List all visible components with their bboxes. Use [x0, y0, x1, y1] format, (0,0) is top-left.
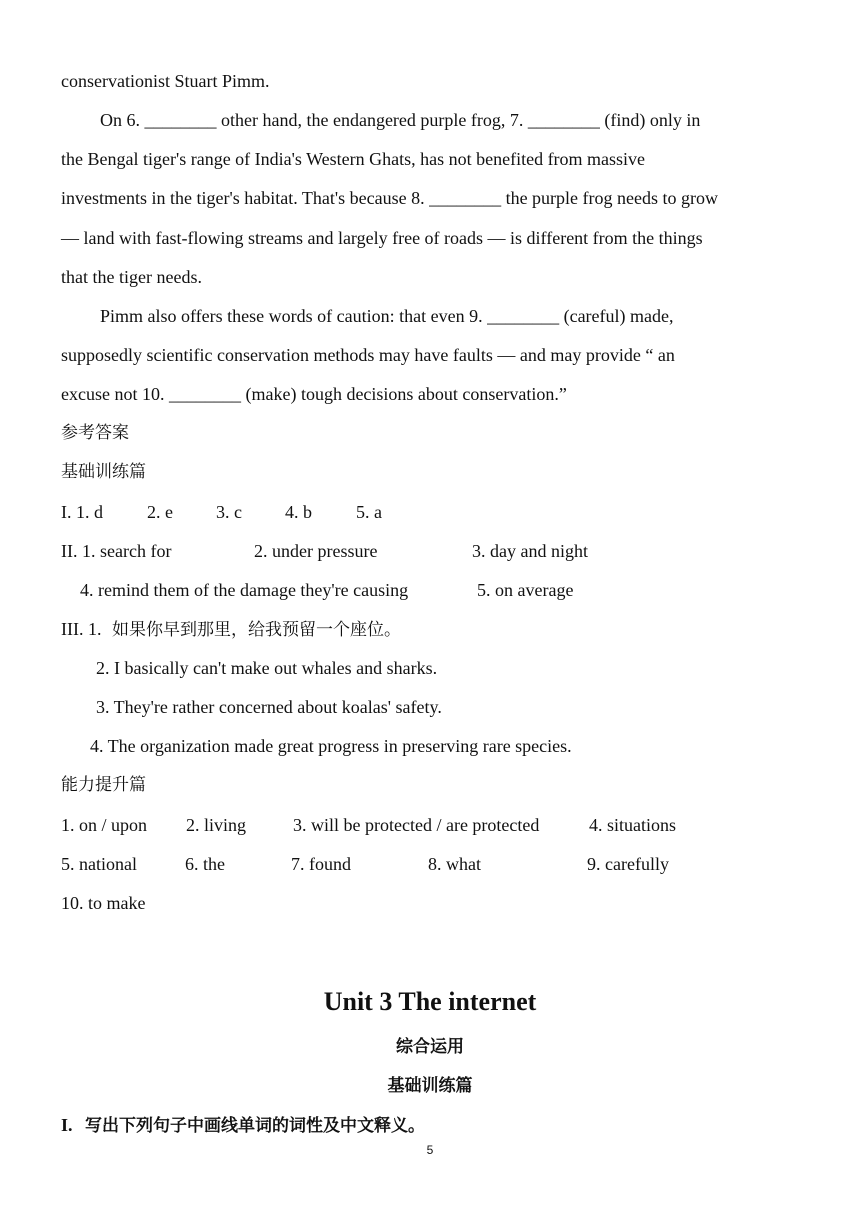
- section-subtitle: 基础训练篇: [387, 1076, 473, 1096]
- unit-subtitle: 综合运用: [396, 1037, 464, 1057]
- answer-item: 6. the: [185, 854, 225, 874]
- answer-row-advanced-2: [61, 852, 701, 876]
- advanced-section-heading: 能力提升篇: [61, 775, 146, 795]
- answers-heading: 参考答案: [61, 423, 129, 443]
- answer-item: 9. carefully: [587, 854, 669, 874]
- passage-line: investments in the tiger's habitat. That's because 8. ________ the purple frog needs to grow: [61, 188, 719, 208]
- answer-item: 8. what: [428, 854, 481, 874]
- answer-item: 2. living: [186, 815, 247, 835]
- answer-item: 3. c: [216, 502, 242, 522]
- answer-part3-item1: [61, 617, 401, 642]
- passage-line: — land with fast-flowing streams and largely free of roads — is different from the things: [61, 228, 703, 248]
- answer-row-part2-cont: [80, 578, 600, 602]
- answer-text: 如果你早到那里，给我预留一个座位。: [111, 620, 401, 640]
- passage-line: supposedly scientific conservation methods may have faults — and may provide “ an: [61, 345, 675, 365]
- passage-line: conservationist Stuart Pimm.: [61, 71, 270, 91]
- exercise-instruction: 写出下列句子中画线单词的词性及中文释义。: [85, 1116, 426, 1136]
- exercise-heading: [61, 1113, 425, 1138]
- answer-item: 2. under pressure: [254, 541, 378, 561]
- answer-item: 5. on average: [477, 580, 574, 600]
- answer-row-part1: [61, 500, 421, 524]
- answer-row-advanced-1: [61, 813, 701, 837]
- passage-line: that the tiger needs.: [61, 267, 202, 287]
- passage-line: Pimm also offers these words of caution: that even 9. ________ (careful) made,: [100, 306, 674, 326]
- answer-item: 5. a: [356, 502, 382, 522]
- answer-item: 3. will be protected / are protected: [293, 815, 540, 835]
- answer-item: 3. day and night: [472, 541, 588, 561]
- answer-item: 4. b: [285, 502, 312, 522]
- answer-label: III. 1.: [61, 619, 102, 639]
- answer-item: 2. e: [147, 502, 173, 522]
- answer-item: 7. found: [291, 854, 351, 874]
- answer-row-part2: [61, 539, 621, 563]
- answer-item: II. 1. search for: [61, 541, 172, 561]
- answer-item: I. 1. d: [61, 502, 103, 522]
- answer-item: 1. on / upon: [61, 815, 148, 835]
- page-number: 5: [426, 1143, 434, 1157]
- answer-part3-item3: 3. They're rather concerned about koalas' safety.: [96, 697, 442, 717]
- unit-title: Unit 3 The internet: [323, 987, 537, 1016]
- passage-line: the Bengal tiger's range of India's Western Ghats, has not benefited from massive: [61, 149, 646, 169]
- answer-item: 5. national: [61, 854, 137, 874]
- answer-part3-item2: 2. I basically can't make out whales and sharks.: [96, 658, 438, 678]
- exercise-label: I.: [61, 1115, 73, 1135]
- basic-section-heading: 基础训练篇: [61, 462, 146, 482]
- answer-row-advanced-3: 10. to make: [61, 893, 146, 913]
- answer-item: 4. situations: [589, 815, 677, 835]
- passage-line: On 6. ________ other hand, the endangered purple frog, 7. ________ (find) only in: [100, 110, 701, 130]
- passage-line: excuse not 10. ________ (make) tough decisions about conservation.”: [61, 384, 567, 404]
- answer-item: 4. remind them of the damage they're causing: [80, 580, 409, 600]
- answer-part3-item4: 4. The organization made great progress in preserving rare species.: [90, 736, 572, 756]
